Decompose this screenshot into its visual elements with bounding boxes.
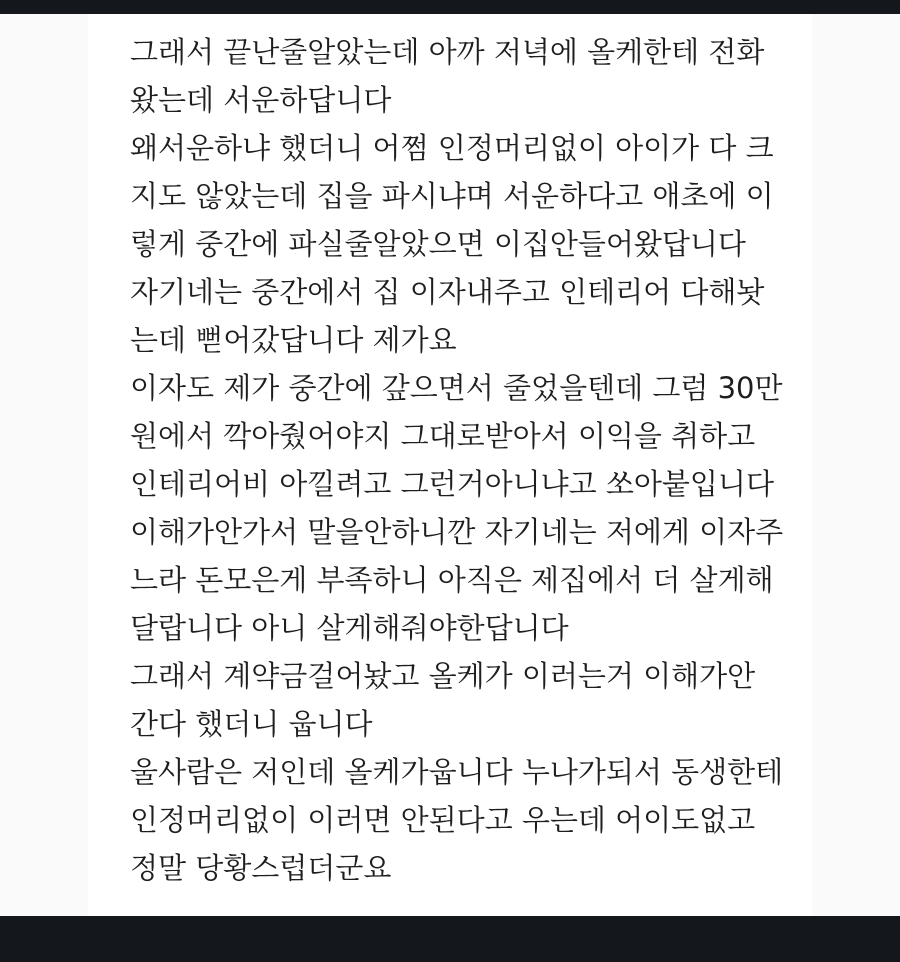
text-line: 그래서 계약금걸어놨고 올케가 이러는거 이해가안 (130, 659, 756, 693)
text-line: 간다 했더니 웁니다 (130, 707, 373, 741)
text-line: 렇게 중간에 파실줄알았으면 이집안들어왔답니다 (130, 227, 746, 261)
text-line: 정말 당황스럽더군요 (130, 851, 392, 885)
left-margin (0, 14, 88, 916)
text-line: 달랍니다 아니 살게해줘야한답니다 (130, 611, 569, 645)
text-line: 자기네는 중간에서 집 이자내주고 인테리어 다해놧 (130, 275, 765, 309)
text-line: 이자도 제가 중간에 갚으면서 줄었을텐데 그럼 30만 (130, 371, 783, 405)
bottom-dark-bar (0, 916, 900, 962)
right-margin (812, 14, 900, 916)
text-line: 그래서 끝난줄알았는데 아까 저녁에 올케한테 전화 (130, 35, 765, 69)
text-line: 왔는데 서운하답니다 (130, 83, 392, 117)
text-line: 는데 뻗어갔답니다 제가요 (130, 323, 457, 357)
text-line: 왜서운하냐 했더니 어쩜 인정머리없이 아이가 다 크 (130, 131, 774, 165)
top-dark-bar (0, 0, 900, 14)
post-body-text (130, 28, 790, 892)
text-line: 울사람은 저인데 올케가웁니다 누나가되서 동생한테 (130, 755, 784, 789)
text-line: 느라 돈모은게 부족하니 아직은 제집에서 더 살게해 (130, 563, 774, 597)
text-line: 이해가안가서 말을안하니깐 자기네는 저에게 이자주 (130, 515, 784, 549)
text-line: 인정머리없이 이러면 안된다고 우는데 어이도없고 (130, 803, 756, 837)
text-line: 원에서 깍아줬어야지 그대로받아서 이익을 취하고 (130, 419, 756, 453)
text-line: 인테리어비 아낄려고 그런거아니냐고 쏘아붙입니다 (130, 467, 774, 501)
text-line: 지도 않았는데 집을 파시냐며 서운하다고 애초에 이 (130, 179, 774, 213)
